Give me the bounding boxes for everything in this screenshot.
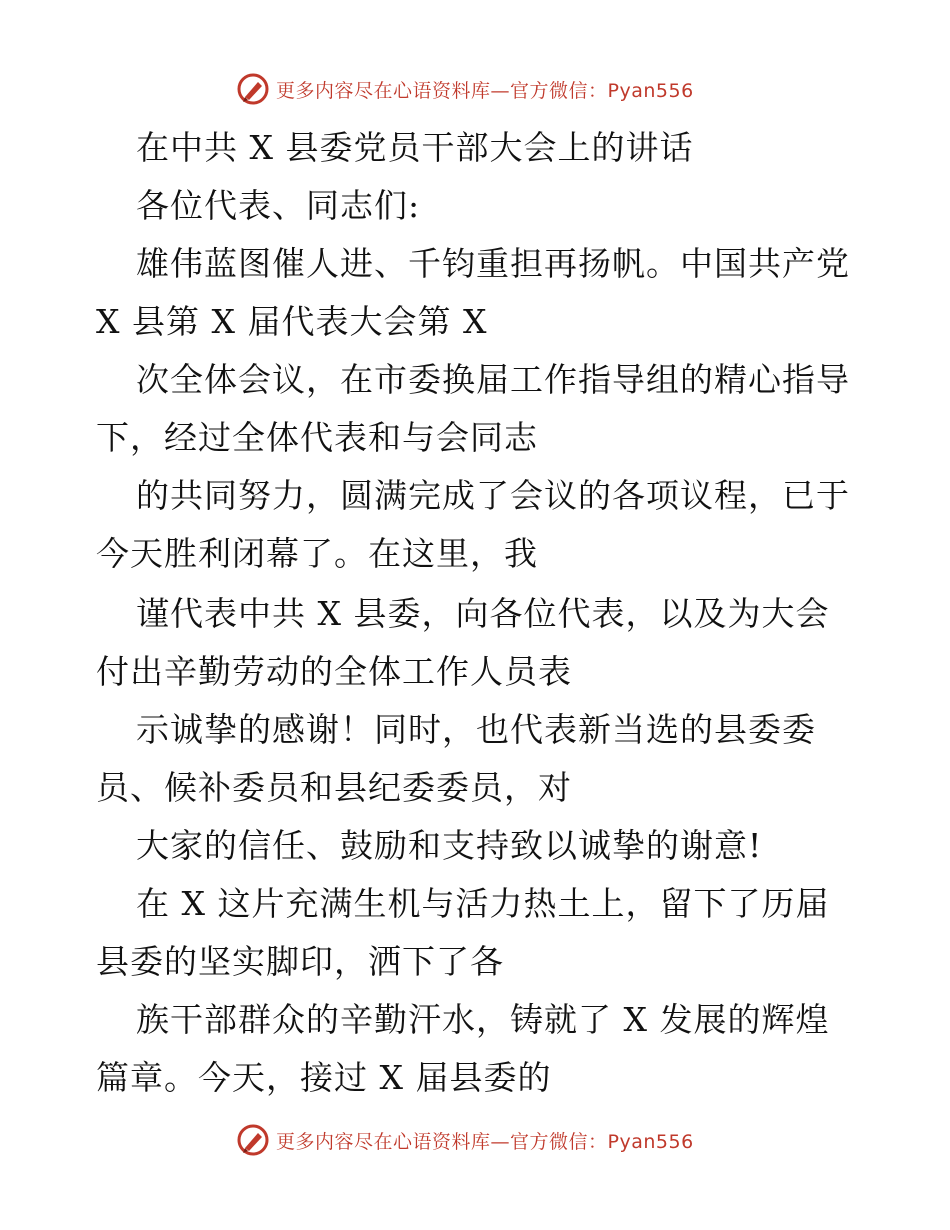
document-title: 在中共 X 县委党员干部大会上的讲话 (136, 128, 694, 167)
paragraph-line: 县委的坚实脚印，洒下了各 (96, 942, 504, 981)
paragraph-line: 在 X 这片充满生机与活力热土上，留下了历届 (136, 884, 830, 923)
footer-watermark-banner (236, 1123, 756, 1157)
paragraph-line: 员、候补委员和县纪委委员，对 (96, 768, 572, 807)
banner-text (276, 1127, 694, 1154)
banner-brand: 更多内容尽在心语资料库 (276, 79, 491, 102)
pen-logo-icon (236, 72, 270, 106)
paragraph-line: 族干部群众的辛勤汗水，铸就了 X 发展的辉煌 (136, 1000, 830, 1039)
banner-wechat: 官方微信：Pyan556 (510, 1130, 694, 1153)
header-watermark-banner (236, 72, 756, 106)
salutation: 各位代表、同志们: (136, 186, 421, 225)
paragraph-line: 雄伟蓝图催人进、千钧重担再扬帆。中国共产党 (136, 244, 850, 283)
paragraph-line: 下，经过全体代表和与会同志 (96, 418, 538, 457)
banner-separator: — (490, 1130, 511, 1153)
pen-logo-icon (236, 1123, 270, 1157)
paragraph-line: X 县第 X 届代表大会第 X (96, 302, 488, 341)
paragraph-line: 篇章。今天，接过 X 届县委的 (96, 1058, 552, 1097)
paragraph-line: 示诚挚的感谢！同时，也代表新当选的县委委 (136, 710, 816, 749)
banner-separator: — (490, 79, 511, 102)
banner-brand: 更多内容尽在心语资料库 (276, 1130, 491, 1153)
paragraph-line: 大家的信任、鼓励和支持致以诚挚的谢意! (136, 826, 763, 865)
paragraph-line: 谨代表中共 X 县委，向各位代表，以及为大会 (136, 594, 830, 633)
banner-text (276, 76, 694, 103)
banner-wechat: 官方微信：Pyan556 (510, 79, 694, 102)
paragraph-line: 的共同努力，圆满完成了会议的各项议程，已于 (136, 476, 850, 515)
paragraph-line: 付出辛勤劳动的全体工作人员表 (96, 652, 572, 691)
paragraph-line: 次全体会议，在市委换届工作指导组的精心指导 (136, 360, 850, 399)
paragraph-line: 今天胜利闭幕了。在这里，我 (96, 534, 538, 573)
